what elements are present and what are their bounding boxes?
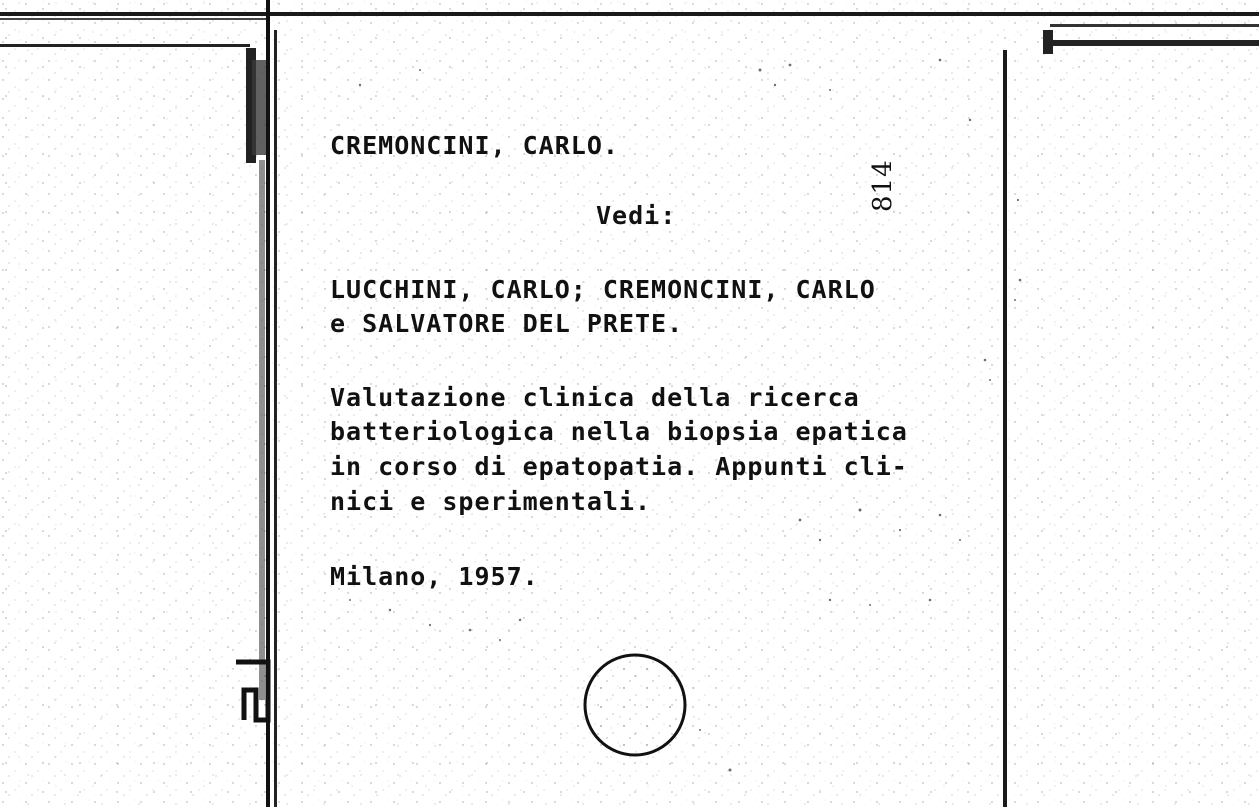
work-title-line-3: in corso di epatopatia. Appunti cli- [330, 452, 908, 481]
work-title-line-2: batteriologica nella biopsia epatica [330, 417, 908, 446]
work-title-line-1: Valutazione clinica della ricerca [330, 383, 860, 412]
work-title-line-4: nici e sperimentali. [330, 487, 652, 516]
authors-line-2: e SALVATORE DEL PRETE. [330, 309, 684, 338]
card-heading: CREMONCINI, CARLO. [330, 131, 619, 160]
shelf-number: 814 [868, 159, 898, 213]
see-reference: Vedi: [596, 201, 677, 230]
authors-line-1: LUCCHINI, CARLO; CREMONCINI, CARLO [330, 275, 876, 304]
place-and-date: Milano, 1957. [330, 562, 539, 591]
